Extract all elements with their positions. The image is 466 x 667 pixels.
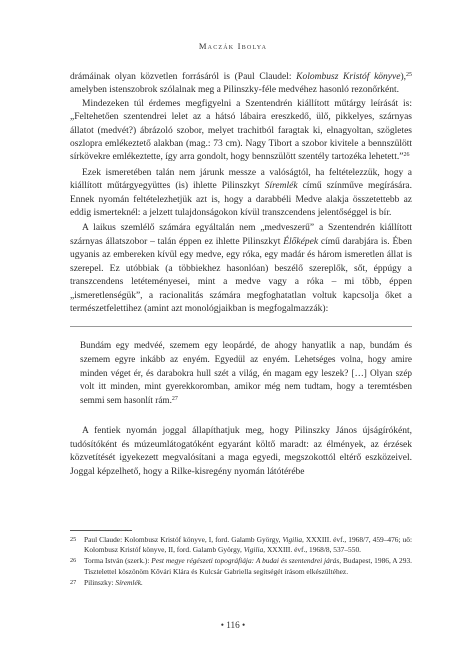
footnote-ref: 27 [171, 395, 178, 402]
title-italic: Élőképek [283, 236, 319, 247]
page-number: • 116 • [220, 620, 246, 630]
paragraph-2: Mindezeken túl érdemes megfigyelni a Szentendrén kiállított műtárgy leírását is: „Feltehetően szentendrei lelet az a hátsó lábaira ereszkedő, ülő, pikkelyes, szárnyas állatot (medvét?) ábrázoló szobor, melyet trachitból faragtak ki, elnagyoltan, szögletes oszlopra emlékeztető alakban (mag.: 73 cm). Nagy Tibort a szobor kivitele a bennszülött sírkövekre emlékeztette, így arra gondolt, hogy bennszülött szentély tartozéka lehetett.”$^{26}$ [70, 98, 412, 163]
footnote-26: 26 Torma István (szerk.): Pest megye régészeti topográfiája: A budai és szentendrei járás, Budapest, 1986, A 293. Tisztelettel köszönöm Kővári Klára és Kulcsár Gabriella segítségét írásom elkészültéhez. [70, 556, 412, 576]
title-italic: Kolombusz Kristóf könyve [296, 72, 401, 82]
running-head: Maczák Ibolya [198, 41, 268, 51]
paragraph-5: A fentiek nyomán joggal állapíthatjuk meg, hogy Pilinszky János újságíróként, tudósítóként és múzeumlátogatóként egyaránt költő maradt: az élmények, az érzések közvetítését igyekezett megvalósítani a maga egyedi, megszokottól eltérő eszközeivel. Joggal képzelhető, hogy a Rilke-kisregény nyomán látótérébe [70, 426, 412, 477]
paragraph-3: Ezek ismeretében talán nem járunk messze a valóságtól, ha feltételezzük, hogy a kiállított műtárgyegyüttes (is) ihlette Pilinszkyt Síremlék című színműve megírására. Ennek nyomán feltételezhetjük azt is, hogy a darabbéli Medve alakja összetettebb az eddig ismerteknél: a jelzett tulajdonságokon kívül transzcendens jelentőséggel is bír. [70, 167, 413, 219]
footnote-ref: 25 [406, 72, 412, 78]
main-text [70, 71, 412, 479]
paragraph-4: A laikus szemlélő számára egyáltalán nem „medveszerű” a Szentendrén kiállított szárnyas állatszobor – talán éppen ez ihlette Pilinszkyt Élőképek című darabjára is. Ében ugyanis az embereken kívül egy medve, egy róka, egy madár és három ismeretlen állat is szerepel. Ez utóbbiak (a többiekhez hasonlóan) beszélő szereplők, sőt, éppúgy a transzcendens letéteményesei, mint a medve vagy a róka – mi több, éppen „ismeretlenségük”, a racionalitás számára megfoghatatlan voltuk kapcsolja őket a természetfelettihez (amint azt monológjaikban is megfogalmazzák): [70, 223, 412, 314]
footnote-number: 26 [70, 557, 77, 565]
footnote-27: 27 Pilinszky: Síremlék. [70, 577, 143, 587]
footnote-number: 25 [70, 536, 77, 543]
paragraph-1: drámáinak olyan közvetlen forrásáról is (Paul Claudel: Kolombusz Kristóf könyve),$^{25}$ amelyben istenszobrok szólalnak meg a Pilinszky-féle medvéhez hasonló rezonőrként. [70, 72, 412, 96]
footnote-rule [70, 530, 132, 531]
footnote-ref: 26 [403, 152, 410, 159]
footnote-25: 25 Paul Claude: Kolombusz Kristóf könyve, I, ford. Galamb György, Vigilia, XXXIII. évf., 1968/7, 459–476; uő: Kolombusz Kristóf könyve, II, ford. Galamb György, Vigilia, XXXIII. évf., 1968/8, 537–550. [70, 535, 413, 555]
block-quote: Bundám egy medvéé, szemem egy leopárdé, de ahogy hanyatlik a nap, bundám és szemem egyre inkább az enyém. Egyedül az enyém. Lehetséges volna, hogy amire minden véget ér, és darabokra hull szét a világ, én magam egy leszek? […] Olyan szép volt itt minden, mint gyerekkoromban, amikor még nem tudtam, hogy a teremtésben semmi sem hasonlít rám.$^{27}$ [70, 326, 412, 413]
footnotes [70, 530, 412, 589]
title-italic: Síremlék [264, 181, 298, 192]
footnote-number: 27 [70, 578, 77, 586]
